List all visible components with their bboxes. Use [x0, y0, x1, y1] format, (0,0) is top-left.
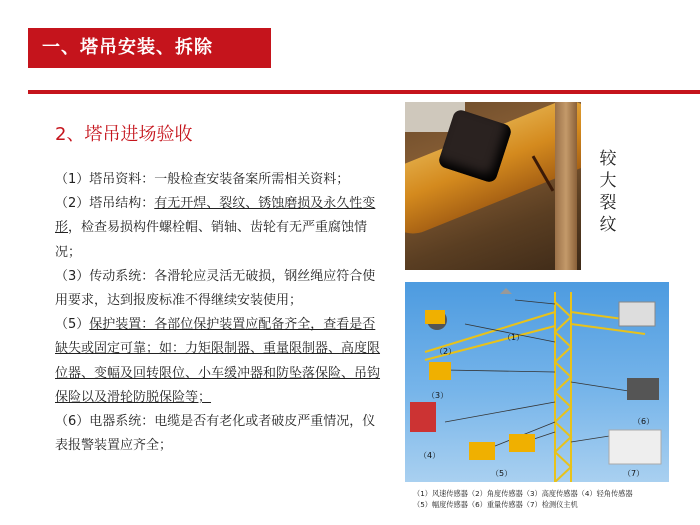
sensor-legend: [413, 488, 673, 510]
inspection-item: [55, 313, 387, 410]
section-title-banner: [28, 28, 271, 68]
marker-3: （3）: [427, 391, 449, 400]
item-text: ，检查易损构件螺栓帽、销轴、齿轮有无严重腐蚀情况；: [55, 220, 368, 260]
item-text: 塔吊结构：: [89, 196, 155, 212]
marker-2: （2）: [435, 347, 457, 356]
legend-line-1: （1）风速传感器（2）角度传感器（3）高度传感器（4）轻角传感器: [413, 489, 633, 498]
item-number: （2）: [55, 196, 90, 212]
header-divider: [28, 90, 700, 94]
item-number: （6）: [55, 414, 90, 430]
crack-photo: [405, 102, 581, 270]
inspection-item: [55, 410, 387, 458]
marker-5: （5）: [491, 469, 513, 478]
section-title: 一、塔吊安装、拆除: [42, 37, 213, 58]
item-text-underlined: 保护装置：各部位保护装置应配备齐全，查看是否缺失或固定可靠；如：力矩限制器、重量限制器、高度限位器、变幅及回转限位、小车缓冲器和防坠落保险、吊钩保险以及滑轮防脱保险等；: [55, 317, 381, 405]
inspection-item: [55, 265, 387, 313]
marker-7: （7）: [623, 469, 645, 478]
item-number: （5）: [55, 317, 90, 333]
item-text: 传动系统：各滑轮应灵活无破损，钢丝绳应符合使用要求，达到报废标准不得继续安装使用；: [55, 268, 376, 309]
item-text-underlined: 有无开焊、裂纹、锈蚀磨损及永久性变形: [55, 196, 376, 236]
item-text: 塔吊资料：一般检查安装备案所需相关资料；: [89, 172, 350, 187]
item-number: （3）: [55, 268, 90, 284]
legend-line-2: （5）幅度传感器（6）重量传感器（7）检测仪主机: [413, 500, 578, 509]
item-number: （1）: [55, 172, 90, 187]
inspection-item: [55, 168, 387, 192]
subsection-title: 2、塔吊进场验收: [55, 124, 193, 145]
marker-6: （6）: [633, 417, 655, 426]
inspection-item: [55, 192, 387, 265]
item-text: 电器系统：电缆是否有老化或者破皮严重情况，仪表报警装置应齐全；: [55, 414, 376, 454]
marker-1: （1）: [503, 333, 525, 342]
crane-sensor-diagram: [405, 282, 669, 482]
crack-caption: 较大裂纹: [599, 149, 617, 235]
inspection-items: [55, 168, 387, 458]
marker-4: （4）: [419, 451, 441, 460]
